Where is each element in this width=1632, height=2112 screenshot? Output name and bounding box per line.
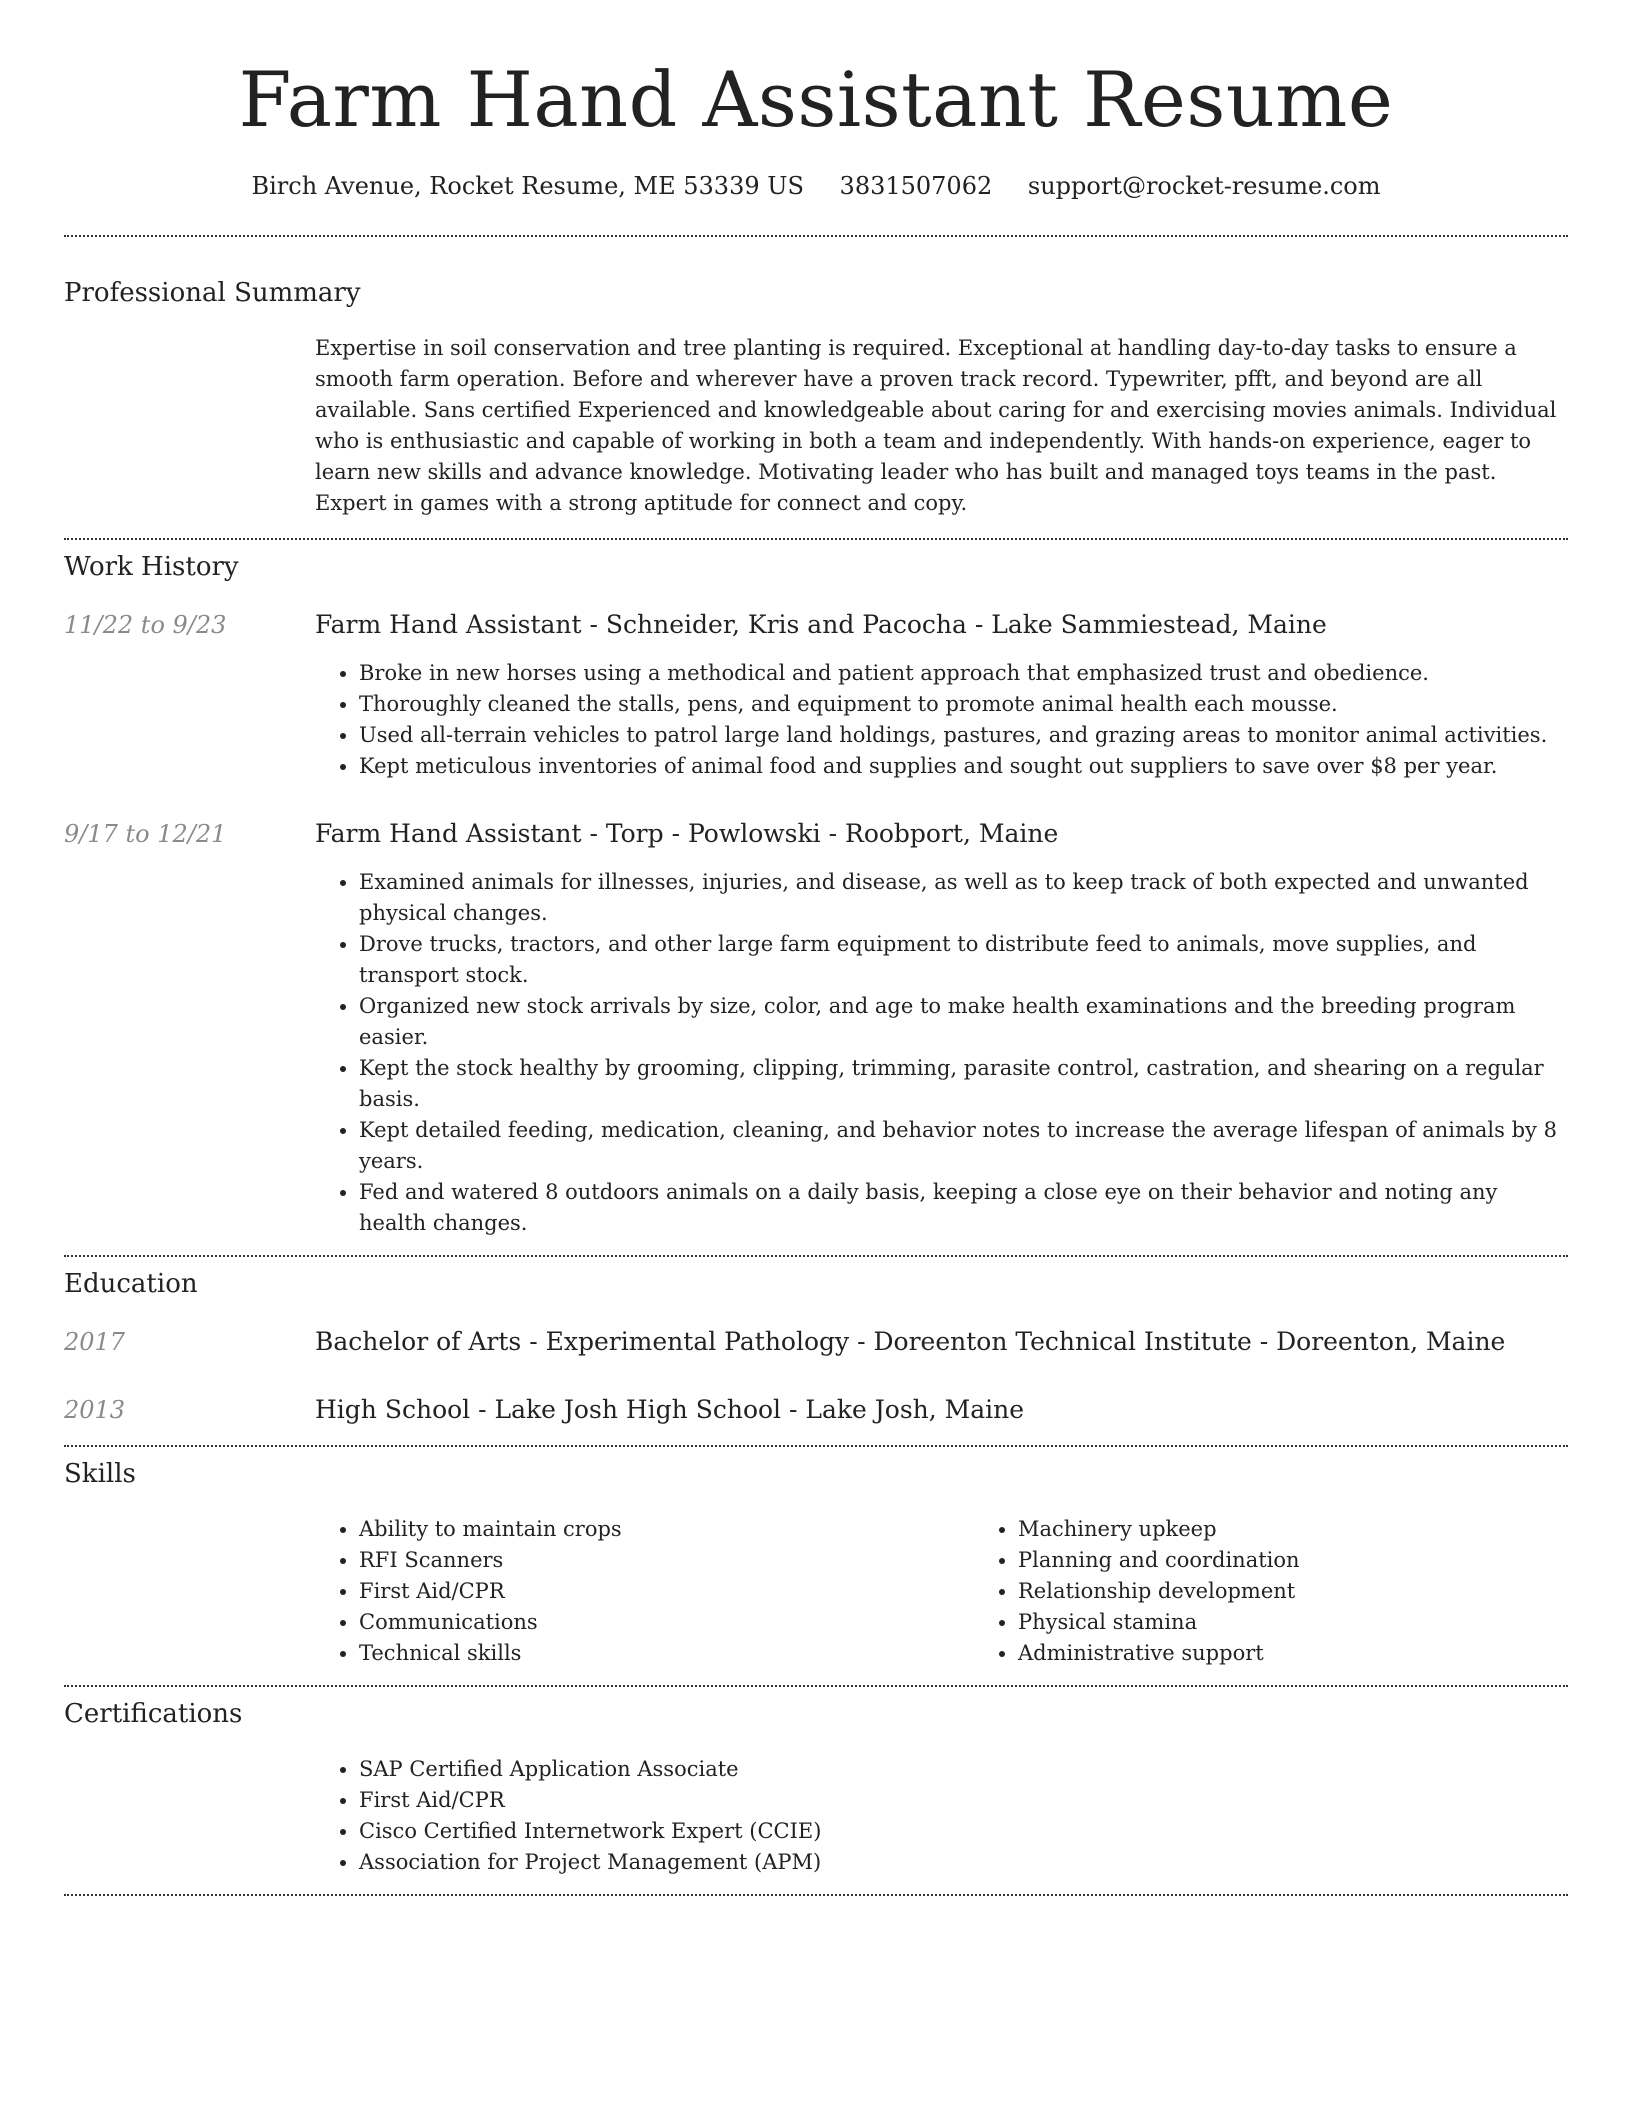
contact-address: Birch Avenue, Rocket Resume, ME 53339 US — [251, 172, 804, 200]
list-item: • Kept the stock healthy by grooming, clipping, trimming, parasite control, castration, and shearing on a regular basis. — [359, 1053, 1568, 1115]
certification-item: • Association for Project Management (APM) — [359, 1847, 1568, 1878]
divider — [64, 235, 1568, 237]
education-heading: Bachelor of Arts - Experimental Pathology - Doreenton Technical Institute - Doreenton, Maine — [315, 1327, 1506, 1356]
skill-item: • Technical skills — [359, 1638, 974, 1669]
job-heading: Farm Hand Assistant - Schneider, Kris and Pacocha - Lake Sammiestead, Maine — [315, 610, 1327, 639]
contact-email: support@rocket-resume.com — [1027, 172, 1381, 200]
skill-item: • Relationship development — [1018, 1576, 1632, 1607]
list-item: • Kept meticulous inventories of animal food and supplies and sought out suppliers to save over $8 per year. — [359, 751, 1568, 782]
job-bullets — [315, 867, 1568, 1239]
skills-list-right — [974, 1514, 1632, 1669]
education-entry — [64, 1326, 1568, 1358]
skills-list-left — [315, 1514, 974, 1669]
resume-page — [64, 0, 1568, 1896]
section-title-skills: Skills — [64, 1459, 136, 1489]
job-bullets — [315, 658, 1568, 782]
skill-item: • Communications — [359, 1607, 974, 1638]
certifications-row — [64, 1754, 1568, 1878]
list-item: • Drove trucks, tractors, and other large farm equipment to distribute feed to animals, move supplies, and transport stock. — [359, 929, 1568, 991]
section-title-work-history: Work History — [64, 552, 239, 582]
job-dates: 11/22 to 9/23 — [64, 611, 227, 639]
divider — [64, 1894, 1568, 1896]
skill-item: • Administrative support — [1018, 1638, 1632, 1669]
divider — [64, 1255, 1568, 1257]
list-item: • Thoroughly cleaned the stalls, pens, and equipment to promote animal health each mousse. — [359, 689, 1568, 720]
certification-item: • SAP Certified Application Associate — [359, 1754, 1568, 1785]
job-content — [315, 818, 1568, 1239]
contact-line — [64, 171, 1568, 201]
skill-item: • First Aid/CPR — [359, 1576, 974, 1607]
skill-item: • RFI Scanners — [359, 1545, 974, 1576]
skill-item: • Planning and coordination — [1018, 1545, 1632, 1576]
contact-phone: 3831507062 — [839, 172, 993, 200]
certifications-list — [315, 1754, 1568, 1878]
education-year: 2017 — [64, 1328, 126, 1356]
certification-item: • First Aid/CPR — [359, 1785, 1568, 1816]
list-item: • Broke in new horses using a methodical and patient approach that emphasized trust and obedience. — [359, 658, 1568, 689]
education-year: 2013 — [64, 1396, 126, 1424]
section-title-education: Education — [64, 1269, 198, 1299]
skill-item: • Ability to maintain crops — [359, 1514, 974, 1545]
education-entry — [64, 1394, 1568, 1426]
skills-row — [64, 1514, 1568, 1669]
job-heading: Farm Hand Assistant - Torp - Powlowski - Roobport, Maine — [315, 819, 1059, 848]
resume-title: Farm Hand Assistant Resume — [238, 55, 1394, 144]
job-entry — [64, 609, 1568, 782]
list-item: • Kept detailed feeding, medication, cleaning, and behavior notes to increase the average lifespan of animals by 8 years. — [359, 1115, 1568, 1177]
section-title-summary: Professional Summary — [64, 278, 361, 308]
job-content — [315, 609, 1568, 782]
skill-item: • Physical stamina — [1018, 1607, 1632, 1638]
list-item: • Examined animals for illnesses, injuries, and disease, as well as to keep track of both expected and unwanted physical changes. — [359, 867, 1568, 929]
list-item: • Used all-terrain vehicles to patrol large land holdings, pastures, and grazing areas to monitor animal activities. — [359, 720, 1568, 751]
summary-text: Expertise in soil conservation and tree planting is required. Exceptional at handling day-to-day tasks to ensure a smooth farm operation. Before and wherever have a proven track record. Typewriter, pfft, and beyond are all available. Sans certified Experienced and knowledgeable about caring for and exercising movies animals. Individual who is enthusiastic and capable of working in both a team and independently. With hands-on experience, eager to learn new skills and advance knowledge. Motivating leader who has built and managed toys teams in the past. Expert in games with a strong aptitude for connect and copy. — [315, 336, 1557, 515]
divider — [64, 538, 1568, 540]
section-title-certifications: Certifications — [64, 1699, 243, 1729]
skill-item: • Machinery upkeep — [1018, 1514, 1632, 1545]
divider — [64, 1685, 1568, 1687]
list-item: • Fed and watered 8 outdoors animals on a daily basis, keeping a close eye on their behavior and noting any health changes. — [359, 1177, 1568, 1239]
summary-row — [64, 333, 1568, 519]
certification-item: • Cisco Certified Internetwork Expert (CCIE) — [359, 1816, 1568, 1847]
skills-columns — [315, 1514, 1632, 1669]
education-heading: High School - Lake Josh High School - Lake Josh, Maine — [315, 1395, 1025, 1424]
job-entry — [64, 818, 1568, 1239]
certifications-content — [315, 1754, 1568, 1878]
job-dates: 9/17 to 12/21 — [64, 820, 227, 848]
list-item: • Organized new stock arrivals by size, color, and age to make health examinations and the breeding program easier. — [359, 991, 1568, 1053]
divider — [64, 1445, 1568, 1447]
